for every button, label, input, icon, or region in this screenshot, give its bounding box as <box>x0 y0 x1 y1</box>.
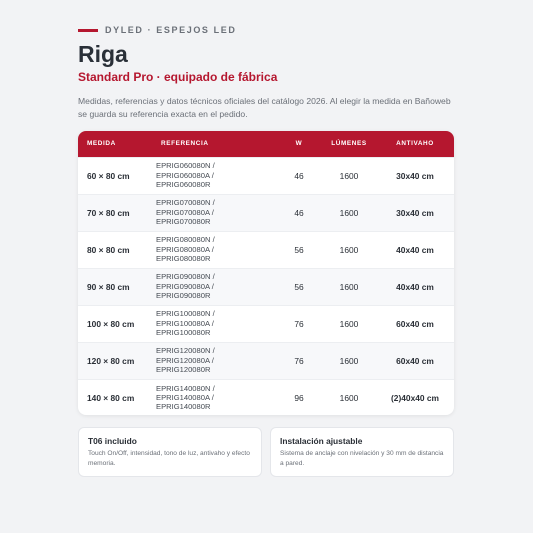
eyebrow-text: DYLED · ESPEJOS LED <box>105 25 237 35</box>
column-header-antivaho: ANTIVAHO <box>396 140 434 148</box>
cell-antivaho: 30x40 cm <box>396 207 434 218</box>
reference-code: EPRIG080080N / <box>156 235 215 245</box>
cell-medida: 60 × 80 cm <box>87 170 130 181</box>
reference-code: EPRIG090080N / <box>156 272 215 282</box>
cell-medida: 70 × 80 cm <box>87 207 130 218</box>
reference-code: EPRIG080080R <box>156 254 211 264</box>
reference-code: EPRIG090080R <box>156 291 211 301</box>
reference-code: EPRIG080080A / <box>156 244 214 254</box>
table-row <box>78 157 454 194</box>
cell-lumenes: 1600 <box>339 355 359 366</box>
cell-w: 46 <box>294 207 304 218</box>
cell-lumenes: 1600 <box>339 318 359 329</box>
cell-referencia <box>152 231 276 268</box>
page-subtitle: Standard Pro · equipado de fábrica <box>78 70 278 84</box>
cell-referencia <box>152 268 276 305</box>
reference-code: EPRIG060080A / <box>156 170 214 180</box>
cell-referencia <box>152 305 276 342</box>
cell-lumenes: 1600 <box>339 392 359 403</box>
cell-w: 56 <box>294 244 304 255</box>
column-header-referencia: REFERENCIA <box>161 140 209 148</box>
reference-code: EPRIG060080R <box>156 180 211 190</box>
intro-text: Medidas, referencias y datos técnicos oficiales del catálogo 2026. Al elegir la medida en Bañoweb se guarda su referencia exacta en el pedido. <box>78 96 451 119</box>
reference-code: EPRIG090080A / <box>156 281 214 291</box>
feature-card-t06 <box>78 427 262 477</box>
cell-antivaho: 40x40 cm <box>396 244 434 255</box>
reference-code: EPRIG140080R <box>156 402 211 412</box>
cell-referencia <box>152 157 276 194</box>
table-header-row <box>78 131 454 157</box>
spec-table-card <box>78 131 454 415</box>
column-header-medida: MEDIDA <box>87 140 116 148</box>
reference-code: EPRIG140080N / <box>156 383 215 393</box>
cell-referencia <box>152 194 276 231</box>
reference-code: EPRIG120080R <box>156 365 211 375</box>
reference-code: EPRIG100080R <box>156 328 211 338</box>
cell-lumenes: 1600 <box>339 207 359 218</box>
reference-code: EPRIG120080N / <box>156 346 215 356</box>
cell-referencia <box>152 379 276 415</box>
cell-medida: 120 × 80 cm <box>87 355 135 366</box>
accent-rule <box>78 29 98 32</box>
feature-title: T06 incluido <box>88 436 137 446</box>
cell-medida: 80 × 80 cm <box>87 244 130 255</box>
reference-code: EPRIG060080N / <box>156 161 215 171</box>
cell-w: 76 <box>294 318 304 329</box>
cell-w: 76 <box>294 355 304 366</box>
column-header-lumenes: LÚMENES <box>331 140 367 148</box>
cell-w: 96 <box>294 392 304 403</box>
cell-medida: 90 × 80 cm <box>87 281 130 292</box>
cell-medida: 100 × 80 cm <box>87 318 135 329</box>
cell-lumenes: 1600 <box>339 170 359 181</box>
table-row <box>78 379 454 415</box>
cell-antivaho: 60x40 cm <box>396 318 434 329</box>
feature-title: Instalación ajustable <box>280 436 363 446</box>
eyebrow <box>78 25 236 35</box>
cell-antivaho: 30x40 cm <box>396 170 434 181</box>
reference-code: EPRIG100080A / <box>156 318 214 328</box>
cell-w: 46 <box>294 170 304 181</box>
reference-code: EPRIG070080N / <box>156 198 215 208</box>
table-row <box>78 194 454 231</box>
cell-antivaho: 40x40 cm <box>396 281 434 292</box>
spec-table <box>78 131 454 415</box>
reference-code: EPRIG070080A / <box>156 207 214 217</box>
feature-text: Touch On/Off, intensidad, tono de luz, antivaho y efecto memoria. <box>88 450 250 467</box>
feature-card-instalacion <box>270 427 454 477</box>
table-row <box>78 231 454 268</box>
cell-lumenes: 1600 <box>339 281 359 292</box>
table-row <box>78 268 454 305</box>
cell-referencia <box>152 342 276 379</box>
feature-text: Sistema de anclaje con nivelación y 30 mm de distancia a pared. <box>280 450 444 467</box>
cell-w: 56 <box>294 281 304 292</box>
page-title: Riga <box>78 41 128 67</box>
table-row <box>78 342 454 379</box>
cell-lumenes: 1600 <box>339 244 359 255</box>
cell-medida: 140 × 80 cm <box>87 392 135 403</box>
column-header-w: W <box>295 140 303 148</box>
table-row <box>78 305 454 342</box>
reference-code: EPRIG120080A / <box>156 355 214 365</box>
reference-code: EPRIG140080A / <box>156 393 214 403</box>
cell-antivaho: (2)40x40 cm <box>391 392 439 403</box>
reference-code: EPRIG100080N / <box>156 309 215 319</box>
cell-antivaho: 60x40 cm <box>396 355 434 366</box>
reference-code: EPRIG070080R <box>156 217 211 227</box>
